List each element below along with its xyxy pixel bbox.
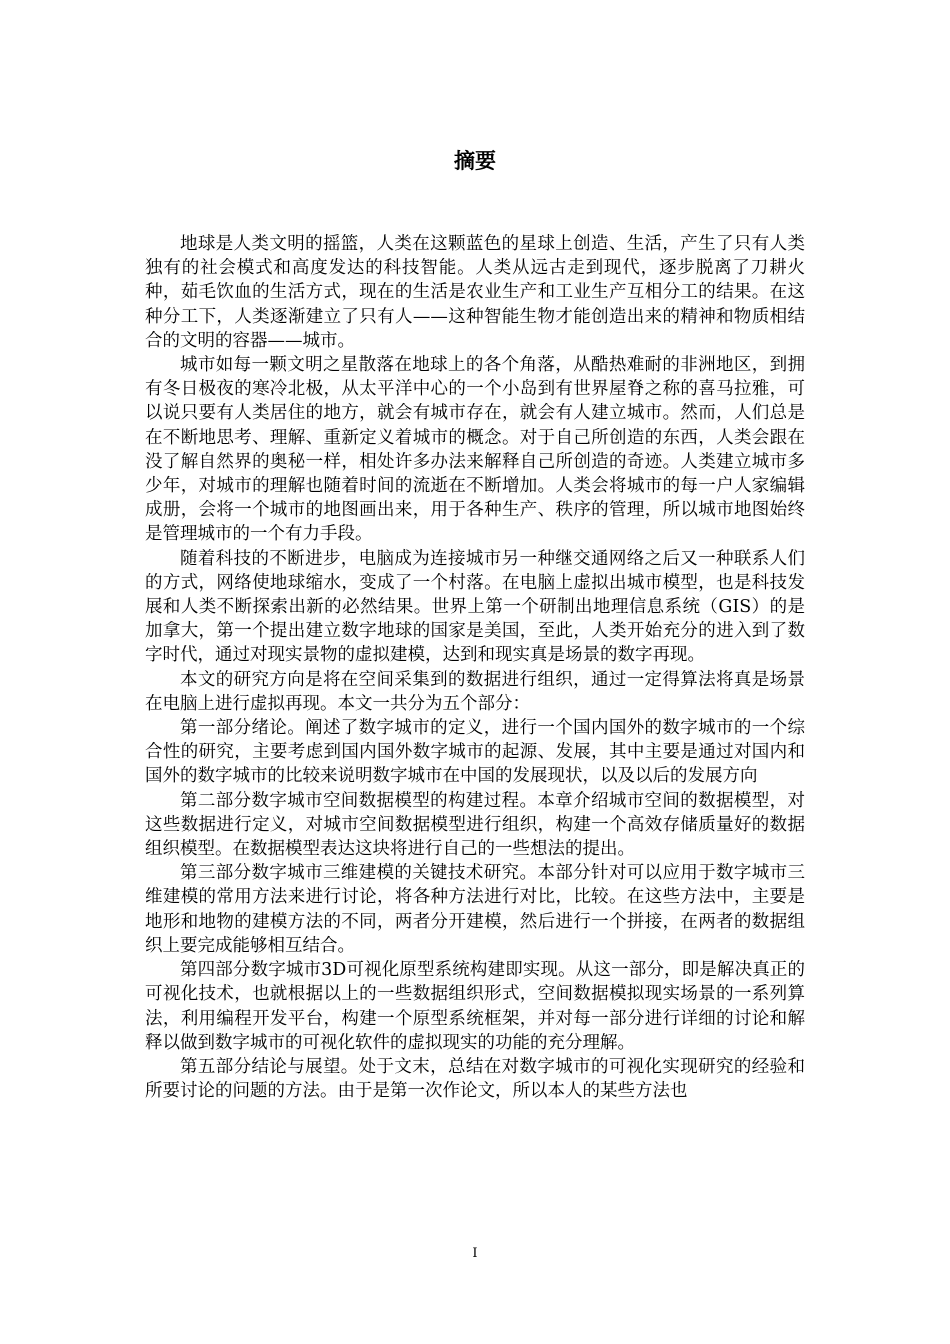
paragraph-7: 第三部分数字城市三维建模的关键技术研究。本部分针对可以应用于数字城市三维建模的常用方法来进行讨论，将各种方法进行对比，比较。在这些方法中，主要是地形和地物的建模方法的不同，两者分开建模，然后进行一个拼接，在两者的数据组织上要完成能够相互结合。 [145,863,805,956]
paragraph-8: 第四部分数字城市3D可视化原型系统构建即实现。从这一部分，即是解决真正的可视化技术，也就根据以上的一些数据组织形式，空间数据模拟现实场景的一系列算法，利用编程开发平台，构建一个原型系统框架，并对每一部分进行详细的讨论和解释以做到数字城市的可视化软件的虚拟现实的功能的充分理解。 [145,960,805,1053]
paragraph-2: 城市如每一颗文明之星散落在地球上的各个角落，从酷热难耐的非洲地区，到拥有冬日极夜的寒冷北极，从太平洋中心的一个小岛到有世界屋脊之称的喜马拉雅，可以说只要有人类居住的地方，就会有城市存在，就会有人建立城市。然而，人们总是在不断地思考、理解、重新定义着城市的概念。对于自己所创造的东西，人类会跟在没了解自然界的奥秘一样，相处许多办法来解释自己所创造的奇迹。人类建立城市多少年，对城市的理解也随着时间的流逝在不断增加。人类会将城市的每一户人家编辑成册，会将一个城市的地图画出来，用于各种生产、秩序的管理，所以城市地图始终是管理城市的一个有力手段。 [145,355,805,545]
paragraph-5: 第一部分绪论。阐述了数字城市的定义，进行一个国内国外的数字城市的一个综合性的研究，主要考虑到国内国外数字城市的起源、发展，其中主要是通过对国内和国外的数字城市的比较来说明数字城市在中国的发展现状，以及以后的发展方向 [145,718,805,787]
paragraph-4: 本文的研究方向是将在空间采集到的数据进行组织，通过一定得算法将真是场景在电脑上进行虚拟再现。本文一共分为五个部分： [145,669,805,714]
paragraph-1: 地球是人类文明的摇篮，人类在这颗蓝色的星球上创造、生活，产生了只有人类独有的社会模式和高度发达的科技智能。人类从远古走到现代，逐步脱离了刀耕火种，茹毛饮血的生活方式，现在的生活是农业生产和工业生产互相分工的结果。在这种分工下，人类逐渐建立了只有人——这种智能生物才能创造出来的精神和物质相结合的文明的容器——城市。 [145,234,805,351]
paragraph-3: 随着科技的不断进步，电脑成为连接城市另一种继交通网络之后又一种联系人们的方式，网络使地球缩水，变成了一个村落。在电脑上虚拟出城市模型，也是科技发展和人类不断探索出新的必然结果。世界上第一个研制出地理信息系统（GIS）的是加拿大，第一个提出建立数字地球的国家是美国，至此，人类开始充分的进入到了数字时代，通过对现实景物的虚拟建模，达到和现实真是场景的数字再现。 [145,548,805,666]
abstract-body [145,232,805,1103]
paragraph-6: 第二部分数字城市空间数据模型的构建过程。本章介绍城市空间的数据模型，对这些数据进行定义，对城市空间数据模型进行组织，构建一个高效存储质量好的数据组织模型。在数据模型表达这块将进行自己的一些想法的提出。 [145,790,805,860]
paragraph-9: 第五部分结论与展望。处于文末，总结在对数字城市的可视化实现研究的经验和所要讨论的问题的方法。由于是第一次作论文，所以本人的某些方法也 [145,1056,805,1102]
page-number: I [472,1246,478,1261]
page-title: 摘要 [454,149,496,173]
